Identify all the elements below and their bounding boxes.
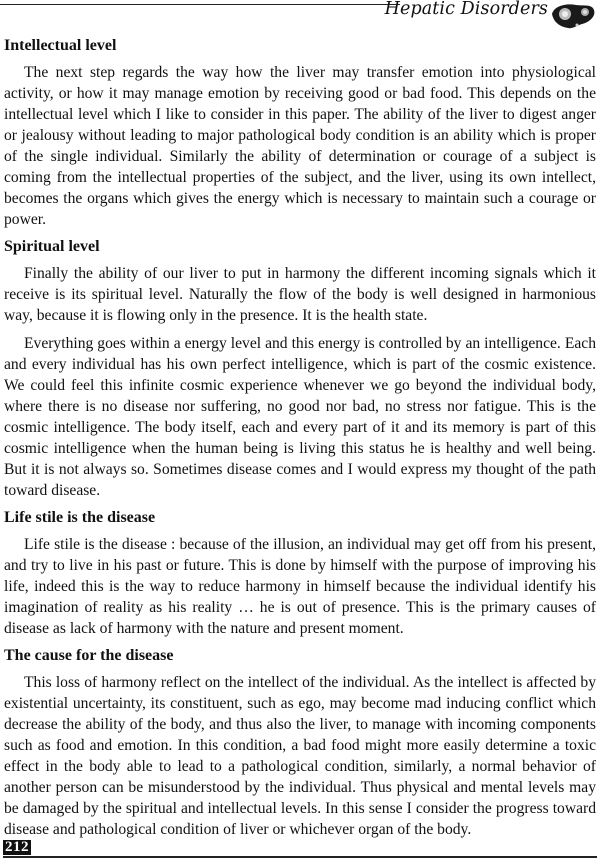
section-heading: The cause for the disease (4, 647, 174, 664)
running-title: Hepatic Disorders (384, 0, 548, 19)
paragraph: The next step regards the way how the liver may transfer emotion into physiological activity, or how it may manage emotion by receiving good or bad food. This depends on the intellectual level which I like to consider in this paper. The ability of the liver to digest anger or jealousy without leading to major pathological body condition is an ability which is proper of the single individual. Similarly the ability of determination or courage of a subject is coming from the intellectual properties of the subject, and the liver, using its own intellect, becomes the organs which gives the energy which is necessary to maintain such a courage or power. (4, 64, 596, 228)
section-heading: Life stile is the disease (4, 509, 156, 526)
page-footer (0, 838, 600, 859)
page-body (4, 35, 596, 840)
footer-rule (3, 856, 597, 858)
section-heading: Spiritual level (4, 238, 100, 255)
paragraph: This loss of harmony reflect on the intellect of the individual. As the intellect is affected by existential uncertainty, its constituent, such as ego, may become mad inducing conflict which decrease the ability of the body, and thus also the liver, to manage with incoming components such as food and emotion. In this condition, a bad food might more easily determine a toxic effect in the body able to lead to a pathological condition, similarly, a normal behavior of another person can be misunderstood by the individual. Thus physical and mental levels may be damaged by the spiritual and intellectual levels. In this sense I consider the progress toward disease and pathological condition of liver or whichever organ of the body. (4, 674, 596, 838)
paragraph: Life stile is the disease : because of the illusion, an individual may get off from his present, and try to live in his past or future. This is done by himself with the purpose of improving his life, indeed this is the way to reduce harmony in himself because the individual identify his imagination of reality as his reality … he is out of presence. This is the primary causes of disease as lack of harmony with the nature and present moment. (4, 536, 596, 637)
section-heading: Intellectual level (4, 37, 117, 54)
section-spiritual-level (4, 236, 596, 501)
section-intellectual-level (4, 35, 596, 230)
section-cause-for-disease (4, 645, 596, 840)
paragraph: Finally the ability of our liver to put in harmony the different incoming signals which it receive is its spiritual level. Naturally the flow of the body is well designed in harmonious way, because it is flowing only in the presence. It is the health state. (4, 265, 596, 324)
page-number: 212 (5, 839, 29, 855)
page-header (0, 0, 600, 30)
header-rule (0, 4, 400, 5)
paragraph: Everything goes within a energy level and this energy is controlled by an intelligence. Each and every individual has his own perfect intelligence, which is part of the cosmic existence. We could feel this infinite cosmic experience whenever we go beyond the individual body, where there is no disease nor suffering, no good nor bad, no stress nor fatigue. This is the cosmic intelligence. The body itself, each and every part of it and its memory is part of this cosmic intelligence when the human being is living this status he is healthy and well being. But it is not always so. Sometimes disease comes and I would express my thought of the path toward disease. (4, 335, 596, 499)
liver-icon (550, 2, 596, 32)
section-life-stile (4, 507, 596, 639)
